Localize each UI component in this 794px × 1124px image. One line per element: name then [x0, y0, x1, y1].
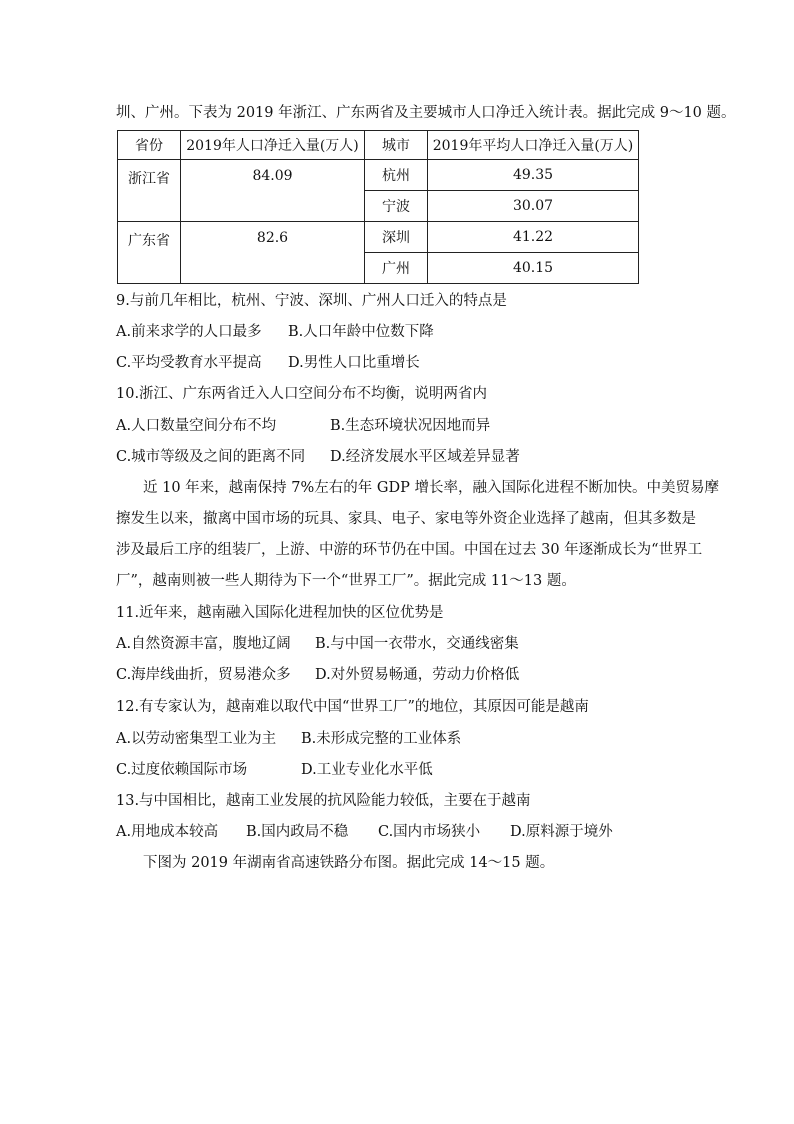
header-province-value: 2019年人口净迁入量(万人) — [181, 131, 365, 160]
q13-option-d: D.原料源于境外 — [510, 824, 613, 840]
q9-option-c: C.平均受教育水平提高 — [116, 355, 262, 371]
q11-option-a: A.自然资源丰富，腹地辽阔 — [116, 636, 291, 652]
q12-stem: 12.有专家认为，越南难以取代中国“世界工厂”的地位，其原因可能是越南 — [116, 699, 589, 715]
q10-option-a: A.人口数量空间分布不均 — [116, 418, 277, 434]
q12-option-b: B.未形成完整的工业体系 — [301, 731, 462, 747]
q10-stem: 10.浙江、广东两省迁入人口空间分布不均衡，说明两省内 — [116, 386, 488, 402]
passage-line: 涉及最后工序的组装厂，上游、中游的环节仍在中国。中国在过去 30 年逐渐成长为“世界工 — [116, 542, 703, 558]
q13-option-c: C.国内市场狭小 — [378, 824, 481, 840]
q12-option-c: C.过度依赖国际市场 — [116, 762, 248, 778]
q11-stem: 11.近年来，越南融入国际化进程加快的区位优势是 — [116, 605, 444, 621]
city-name: 杭州 — [365, 160, 428, 191]
q10-option-d: D.经济发展水平区域差异显著 — [330, 449, 520, 465]
city-value: 41.22 — [428, 222, 639, 253]
intro-line: 圳、广州。下表为 2019 年浙江、广东两省及主要城市人口净迁入统计表。据此完成 9～10 题。 — [116, 105, 736, 121]
q9-option-a: A.前来求学的人口最多 — [116, 324, 262, 340]
header-city: 城市 — [365, 131, 428, 160]
table-row — [118, 222, 639, 253]
passage-line: 擦发生以来，撤离中国市场的玩具、家具、电子、家电等外资企业选择了越南，但其多数是 — [116, 511, 696, 527]
q9-stem: 9.与前几年相比，杭州、宁波、深圳、广州人口迁入的特点是 — [116, 293, 507, 309]
q13-option-b: B.国内政局不稳 — [246, 824, 349, 840]
passage-line: 近 10 年来，越南保持 7%左右的年 GDP 增长率，融入国际化进程不断加快。中美贸易摩 — [143, 480, 719, 496]
province-name: 浙江省 — [118, 160, 181, 222]
city-value: 40.15 — [428, 253, 639, 284]
q13-stem: 13.与中国相比，越南工业发展的抗风险能力较低，主要在于越南 — [116, 793, 531, 809]
city-name: 宁波 — [365, 191, 428, 222]
q9-option-b: B.人口年龄中位数下降 — [288, 324, 434, 340]
city-name: 深圳 — [365, 222, 428, 253]
city-name: 广州 — [365, 253, 428, 284]
q11-option-d: D.对外贸易畅通，劳动力价格低 — [315, 667, 520, 683]
q10-option-b: B.生态环境状况因地而异 — [330, 418, 491, 434]
city-value: 30.07 — [428, 191, 639, 222]
population-table — [117, 130, 639, 284]
q11-option-b: B.与中国一衣带水，交通线密集 — [315, 636, 519, 652]
header-province: 省份 — [118, 131, 181, 160]
q12-option-a: A.以劳动密集型工业为主 — [116, 731, 277, 747]
province-value: 82.6 — [181, 222, 365, 284]
q12-option-d: D.工业专业化水平低 — [301, 762, 433, 778]
q10-option-c: C.城市等级及之间的距离不同 — [116, 449, 306, 465]
table-row — [118, 160, 639, 191]
closing-line: 下图为 2019 年湖南省高速铁路分布图。据此完成 14～15 题。 — [143, 855, 555, 871]
header-city-value: 2019年平均人口净迁入量(万人) — [428, 131, 639, 160]
q9-option-d: D.男性人口比重增长 — [288, 355, 420, 371]
q11-option-c: C.海岸线曲折，贸易港众多 — [116, 667, 291, 683]
table-header-row — [118, 131, 639, 160]
province-name: 广东省 — [118, 222, 181, 284]
q13-option-a: A.用地成本较高 — [116, 824, 219, 840]
province-value: 84.09 — [181, 160, 365, 222]
passage-line: 厂”，越南则被一些人期待为下一个“世界工厂”。据此完成 11～13 题。 — [116, 573, 576, 589]
city-value: 49.35 — [428, 160, 639, 191]
